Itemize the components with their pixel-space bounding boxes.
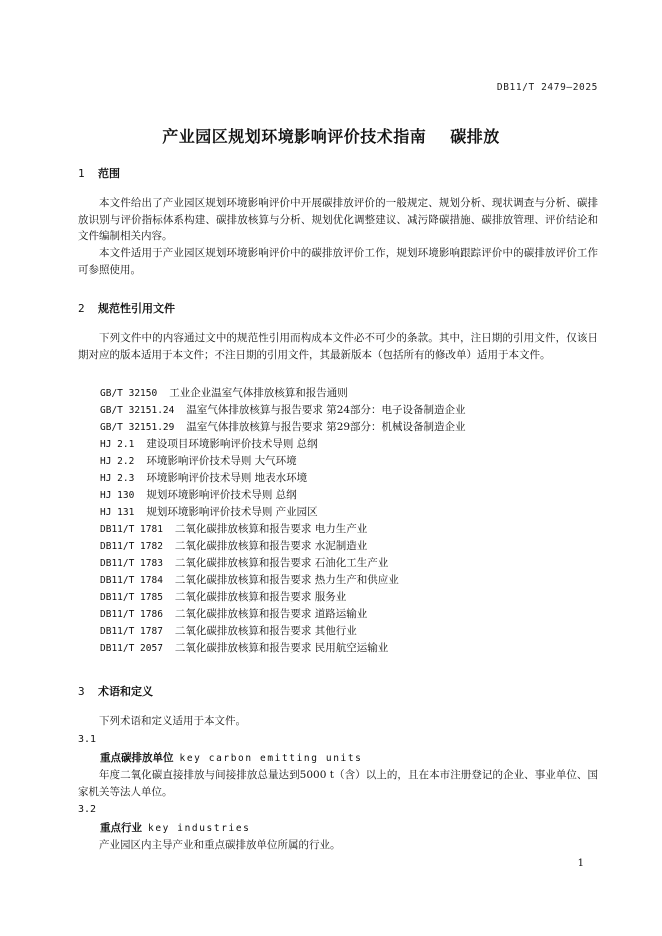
terms-intro: 下列术语和定义适用于本文件。 <box>99 715 246 727</box>
reference-code: HJ 130 <box>100 490 135 501</box>
term-entry <box>100 750 363 765</box>
term-number: 3.2 <box>78 804 97 815</box>
reference-title: 二氧化碳排放核算和报告要求 道路运输业 <box>174 608 368 620</box>
reference-code: GB/T 32150 <box>100 388 158 399</box>
term-definition: 年度二氧化碳直接排放与间接排放总量达到5000 t（含）以上的，且在本市注册登记的企业、事业单位、国家机关等法人单位。 <box>78 769 598 798</box>
section-label: 术语和定义 <box>98 685 153 698</box>
reference-title: 二氧化碳排放核算和报告要求 热力生产和供应业 <box>174 574 399 586</box>
reference-item <box>100 487 297 505</box>
reference-item <box>100 606 367 624</box>
normative-intro: 下列文件中的内容通过文中的规范性引用而构成本文件必不可少的条款。其中，注日期的引用文件，仅该日期对应的版本适用于本文件；不注日期的引用文件，其最新版本（包括所有的修改单）适用于本文件。 <box>78 332 598 361</box>
term-chinese: 重点行业 <box>100 822 142 834</box>
section-label: 范围 <box>98 167 120 180</box>
term-entry <box>100 820 250 835</box>
reference-code: DB11/T 1787 <box>100 626 163 637</box>
reference-title: 建设项目环境影响评价技术导则 总纲 <box>146 438 318 450</box>
reference-code: DB11/T 1785 <box>100 592 163 603</box>
reference-code: GB/T 32151.29 <box>100 422 175 433</box>
title-sub: 碳排放 <box>450 127 500 146</box>
reference-code: DB11/T 1786 <box>100 609 163 620</box>
reference-item <box>100 572 399 590</box>
reference-title: 二氧化碳排放核算和报告要求 水泥制造业 <box>174 540 368 552</box>
reference-item <box>100 453 297 471</box>
document-title <box>0 124 662 147</box>
reference-title: 温室气体排放核算与报告要求 第24部分：电子设备制造企业 <box>186 404 466 416</box>
term-definition: 产业园区内主导产业和重点碳排放单位所属的行业。 <box>99 839 341 851</box>
term-chinese: 重点碳排放单位 <box>100 752 174 764</box>
reference-code: DB11/T 1783 <box>100 558 163 569</box>
reference-code: DB11/T 1781 <box>100 524 163 535</box>
scope-paragraph-1: 本文件给出了产业园区规划环境影响评价中开展碳排放评价的一般规定、规划分析、现状调查与分析、碳排放识别与评价指标体系构建、碳排放核算与分析、规划优化调整建议、减污降碳措施、碳排放管理、评价结论和文件编制相关内容。 <box>78 197 598 242</box>
section-heading-normative-references <box>78 300 175 316</box>
reference-code: HJ 2.2 <box>100 456 135 467</box>
section-heading-scope <box>78 165 120 181</box>
term-english: key carbon emitting units <box>179 753 363 764</box>
reference-code: GB/T 32151.24 <box>100 405 175 416</box>
reference-item <box>100 589 346 607</box>
reference-title: 环境影响评价技术导则 大气环境 <box>146 455 297 467</box>
section-number: 2 <box>78 302 85 315</box>
reference-title: 规划环境影响评价技术导则 总纲 <box>146 489 297 501</box>
section-label: 规范性引用文件 <box>98 302 175 315</box>
reference-item <box>100 470 307 488</box>
reference-item <box>100 385 348 403</box>
page-number: 1 <box>577 858 584 869</box>
document-code: DB11/T 2479—2025 <box>496 82 598 93</box>
reference-item <box>100 538 367 556</box>
section-number: 3 <box>78 685 85 698</box>
reference-item <box>100 402 466 420</box>
reference-item <box>100 623 357 641</box>
reference-item <box>100 555 388 573</box>
reference-title: 二氧化碳排放核算和报告要求 服务业 <box>174 591 347 603</box>
reference-title: 规划环境影响评价技术导则 产业园区 <box>146 506 318 518</box>
reference-code: DB11/T 2057 <box>100 643 163 654</box>
reference-code: HJ 131 <box>100 507 135 518</box>
reference-title: 二氧化碳排放核算和报告要求 石油化工生产业 <box>174 557 389 569</box>
reference-title: 温室气体排放核算与报告要求 第29部分：机械设备制造企业 <box>186 421 466 433</box>
reference-item <box>100 436 318 454</box>
term-english: key industries <box>148 823 251 834</box>
reference-title: 二氧化碳排放核算和报告要求 电力生产业 <box>174 523 368 535</box>
scope-paragraph-2: 本文件适用于产业园区规划环境影响评价中的碳排放评价工作，规划环境影响跟踪评价中的碳排放评价工作可参照使用。 <box>78 247 598 276</box>
reference-title: 二氧化碳排放核算和报告要求 民用航空运输业 <box>174 642 389 654</box>
reference-item <box>100 504 318 522</box>
reference-item <box>100 521 367 539</box>
term-number: 3.1 <box>78 734 97 745</box>
reference-title: 环境影响评价技术导则 地表水环境 <box>146 472 308 484</box>
reference-code: DB11/T 1784 <box>100 575 163 586</box>
reference-title: 工业企业温室气体排放核算和报告通则 <box>169 387 348 399</box>
title-main: 产业园区规划环境影响评价技术指南 <box>162 127 427 146</box>
section-number: 1 <box>78 167 85 180</box>
reference-title: 二氧化碳排放核算和报告要求 其他行业 <box>174 625 357 637</box>
reference-code: HJ 2.3 <box>100 473 135 484</box>
reference-code: HJ 2.1 <box>100 439 135 450</box>
reference-code: DB11/T 1782 <box>100 541 163 552</box>
section-heading-terms <box>78 683 153 699</box>
reference-item <box>100 640 388 658</box>
reference-item <box>100 419 466 437</box>
